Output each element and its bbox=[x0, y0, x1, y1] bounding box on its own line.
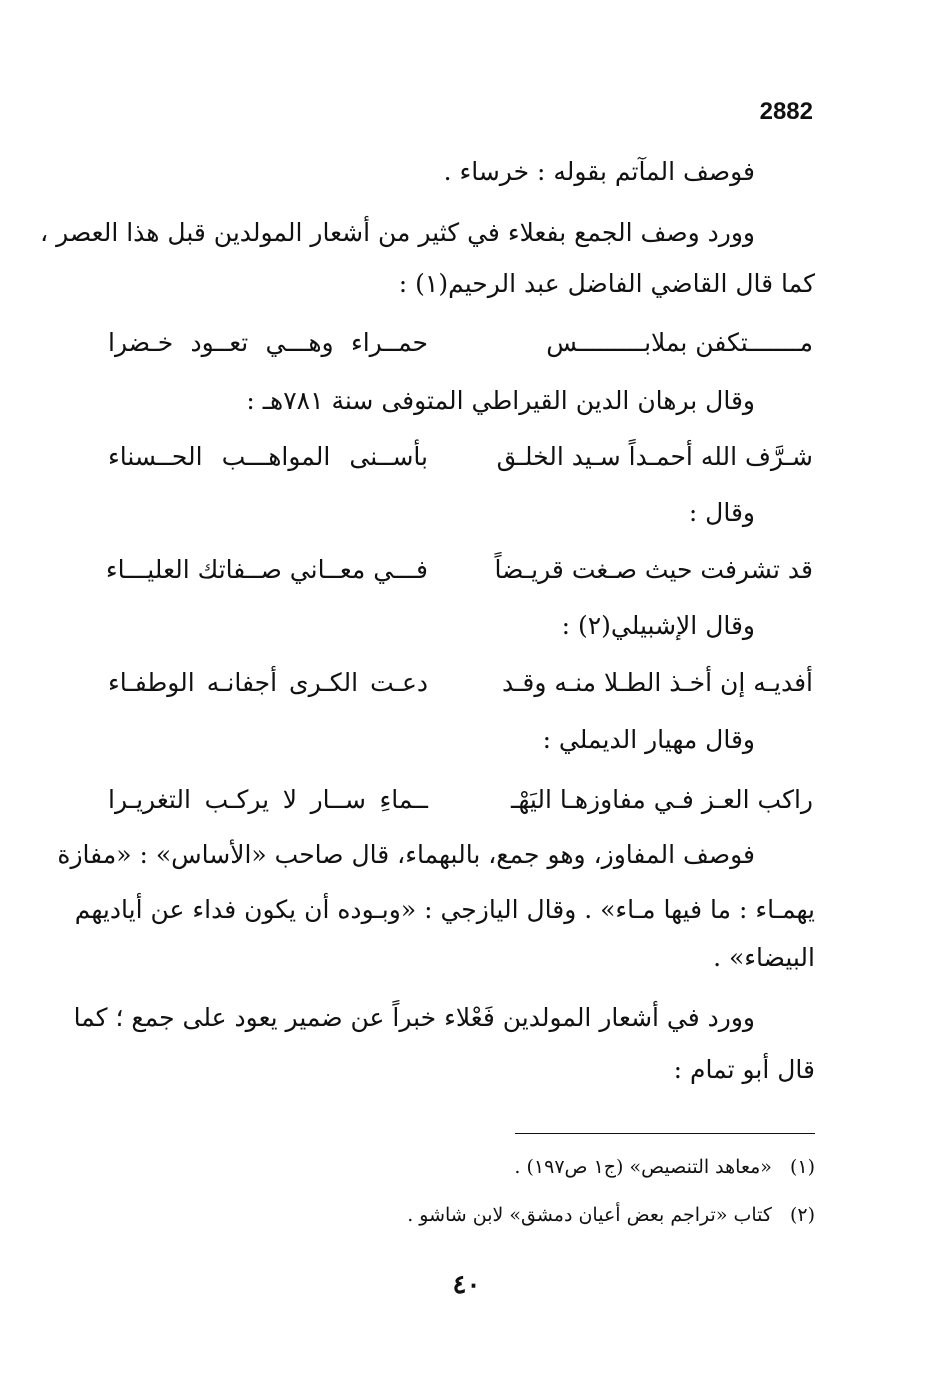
paragraph-line: وورد وصف الجمع بفعلاء في كثير من أشعار المولدين قبل هذا العصر ، bbox=[40, 218, 755, 247]
paragraph-line: فوصف المآتم بقوله : خرساء . bbox=[443, 157, 755, 186]
paragraph-line: وقال برهان الدين القيراطي المتوفى سنة ٧٨١هـ : bbox=[246, 386, 755, 415]
paragraph-line: يهمـاء : ما فيها مـاء» . وقال اليازجي : «وبـوده أن يكون فداء عن أياديهم bbox=[74, 895, 815, 924]
folio-number: ٤٠ bbox=[452, 1270, 481, 1300]
paragraph-line: كما قال القاضي الفاضل عبد الرحيم(١) : bbox=[398, 269, 815, 298]
footnote-number: (٢) bbox=[789, 1204, 815, 1226]
verse-second-hemistich: حمــراء وهـــي تعــود خـضرا bbox=[108, 328, 428, 357]
page-number: 2882 bbox=[759, 98, 813, 125]
verse-second-hemistich: بأســنى المواهـــب الحــسناء bbox=[108, 442, 428, 471]
footnote-number: (١) bbox=[789, 1156, 815, 1178]
paragraph-line: وقال الإشبيلي(٢) : bbox=[561, 611, 755, 640]
footnote bbox=[108, 1200, 815, 1230]
paragraph-line: قال أبو تمام : bbox=[673, 1055, 815, 1084]
verse-second-hemistich: فـــي معــاني صــفاتك العليـــاء bbox=[105, 555, 428, 584]
footnote bbox=[108, 1152, 815, 1182]
verse-first-hemistich: مـــــــتكفن بملابـــــــــس bbox=[546, 328, 813, 357]
footnote-separator bbox=[515, 1133, 815, 1134]
paragraph-line: البيضاء» . bbox=[713, 943, 815, 972]
paragraph-line: وقال : bbox=[688, 498, 755, 527]
verse-first-hemistich: قد تشرفت حيث صـغت قريـضاً bbox=[494, 555, 813, 584]
verse-first-hemistich: شـرَّف الله أحمـداً سـيد الخلـق bbox=[496, 442, 813, 471]
footnote-text: «معاهد التنصيص» (ج١ ص١٩٧) . bbox=[514, 1156, 772, 1178]
verse-first-hemistich: راكب العـز فـي مفاوزهـا اليَهْـ bbox=[511, 785, 813, 814]
paragraph-line: وقال مهيار الديملي : bbox=[542, 725, 755, 754]
verse-first-hemistich: أفديـه إن أخـذ الطـلا منـه وقـد bbox=[501, 668, 813, 697]
footnote-text: كتاب «تراجم بعض أعيان دمشق» لابن شاشو . bbox=[407, 1204, 772, 1226]
verse-second-hemistich: دعـت الكـرى أجفانـه الوطفـاء bbox=[108, 668, 428, 697]
verse-second-hemistich: ــماءِ ســار لا يركـب التغريـرا bbox=[108, 785, 428, 814]
paragraph-line: وورد في أشعار المولدين فَعْلاء خبراً عن ضمير يعود على جمع ؛ كما bbox=[73, 1003, 755, 1032]
paragraph-line: فوصف المفاوز، وهو جمع، بالبهماء، قال صاحب «الأساس» : «مفازة bbox=[57, 840, 755, 869]
